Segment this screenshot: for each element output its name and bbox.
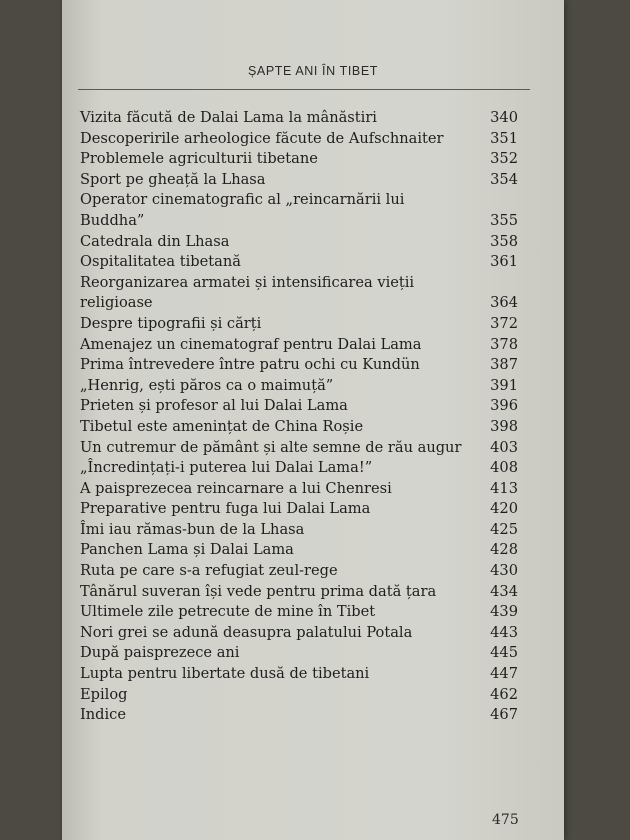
toc-entry-page: 445 [490,644,518,662]
toc-entry [80,252,518,273]
toc-entry-title: Preparative pentru fuga lui Dalai Lama [80,500,371,518]
toc-entry [80,149,518,170]
toc-entry-title: Despre tipografii și cărți [80,314,262,332]
toc-entry-page: 378 [490,335,518,353]
toc-entry-title: „Încredințați-i puterea lui Dalai Lama!” [80,459,373,477]
toc-entry-page: 447 [490,665,518,683]
toc-entry-title: Catedrala din Lhasa [80,232,230,250]
toc-entry-page: 351 [490,129,518,147]
toc-entry-title: Operator cinematografic al „reincarnării lui Buddha” [80,191,405,229]
book-page [62,0,564,840]
toc-entry-title: După paisprezece ani [80,644,240,662]
toc-entry-page: 354 [490,170,518,188]
toc-entry-title: Sport pe gheață la Lhasa [80,170,266,188]
toc-entry-title: Descoperirile arheologice făcute de Aufschnaiter [80,129,444,147]
toc-entry-page: 408 [490,459,518,477]
toc-entry [80,643,518,664]
toc-entry-page: 398 [490,417,518,435]
toc-entry-page: 358 [490,232,518,250]
table-of-contents [80,108,518,726]
toc-entry [80,561,518,582]
toc-entry-page: 413 [490,479,518,497]
toc-entry [80,190,518,231]
toc-entry-page: 396 [490,397,518,415]
toc-entry [80,314,518,335]
toc-entry-title: Tânărul suveran își vede pentru prima dată țara [80,582,437,600]
toc-entry [80,685,518,706]
toc-entry [80,664,518,685]
running-header: ȘAPTE ANI ÎN TIBET [247,64,379,78]
toc-entry-page: 443 [490,623,518,641]
page-number: 475 [492,812,519,828]
toc-entry [80,129,518,150]
toc-entry-title: Un cutremur de pământ și alte semne de rău augur [80,438,462,456]
toc-entry-page: 387 [490,356,518,374]
toc-entry-title: Amenajez un cinematograf pentru Dalai Lama [80,335,422,353]
toc-entry-title: Nori grei se adună deasupra palatului Potala [80,623,413,641]
toc-entry-title: Îmi iau rămas-bun de la Lhasa [80,520,305,538]
toc-entry-page: 364 [490,294,518,312]
toc-entry-title: Lupta pentru libertate dusă de tibetani [80,665,370,683]
toc-entry-title: Ruta pe care s-a refugiat zeul-rege [80,562,338,580]
toc-entry [80,376,518,397]
toc-entry [80,335,518,356]
toc-entry-page: 355 [490,211,518,229]
toc-entry-title: Prieten și profesor al lui Dalai Lama [80,397,348,415]
toc-entry [80,582,518,603]
toc-entry [80,273,518,314]
toc-entry [80,108,518,129]
toc-entry-title: Ultimele zile petrecute de mine în Tibet [80,603,376,621]
toc-entry [80,705,518,726]
toc-entry-page: 428 [490,541,518,559]
toc-entry-page: 425 [490,520,518,538]
toc-entry [80,540,518,561]
toc-entry [80,623,518,644]
toc-entry-page: 403 [490,438,518,456]
toc-entry-title: Prima întrevedere între patru ochi cu Kundün [80,356,420,374]
toc-entry-page: 439 [490,603,518,621]
toc-entry-title: A paisprezecea reincarnare a lui Chenresi [80,479,392,497]
toc-entry-title: Epilog [80,685,128,703]
toc-entry-page: 361 [490,253,518,271]
toc-entry [80,520,518,541]
toc-entry-page: 420 [490,500,518,518]
header-rule [78,89,530,90]
toc-entry-page: 340 [490,109,518,126]
toc-entry [80,602,518,623]
toc-entry [80,479,518,500]
toc-entry [80,396,518,417]
toc-entry [80,170,518,191]
toc-entry-page: 467 [490,706,518,724]
toc-entry-page: 372 [490,314,518,332]
toc-entry-title: Tibetul este amenințat de China Roșie [80,417,364,435]
toc-entry-title: Vizita făcută de Dalai Lama la mânăstiri [80,109,377,126]
toc-entry [80,232,518,253]
toc-entry [80,417,518,438]
toc-entry-title: Problemele agriculturii tibetane [80,150,318,168]
toc-entry-page: 462 [490,685,518,703]
toc-entry [80,355,518,376]
toc-entry-page: 391 [490,376,518,394]
toc-entry-title: Reorganizarea armatei și intensificarea vieții religioase [80,273,415,312]
toc-entry-page: 352 [490,150,518,168]
toc-entry-page: 434 [490,582,518,600]
toc-entry-page: 430 [490,562,518,580]
toc-entry-title: Panchen Lama și Dalai Lama [80,541,294,559]
toc-entry-title: Indice [80,706,126,724]
toc-entry [80,438,518,459]
toc-entry-title: Ospitalitatea tibetană [80,253,241,271]
toc-entry [80,458,518,479]
toc-entry-title: „Henrig, ești păros ca o maimuță” [80,376,334,394]
toc-entry [80,499,518,520]
